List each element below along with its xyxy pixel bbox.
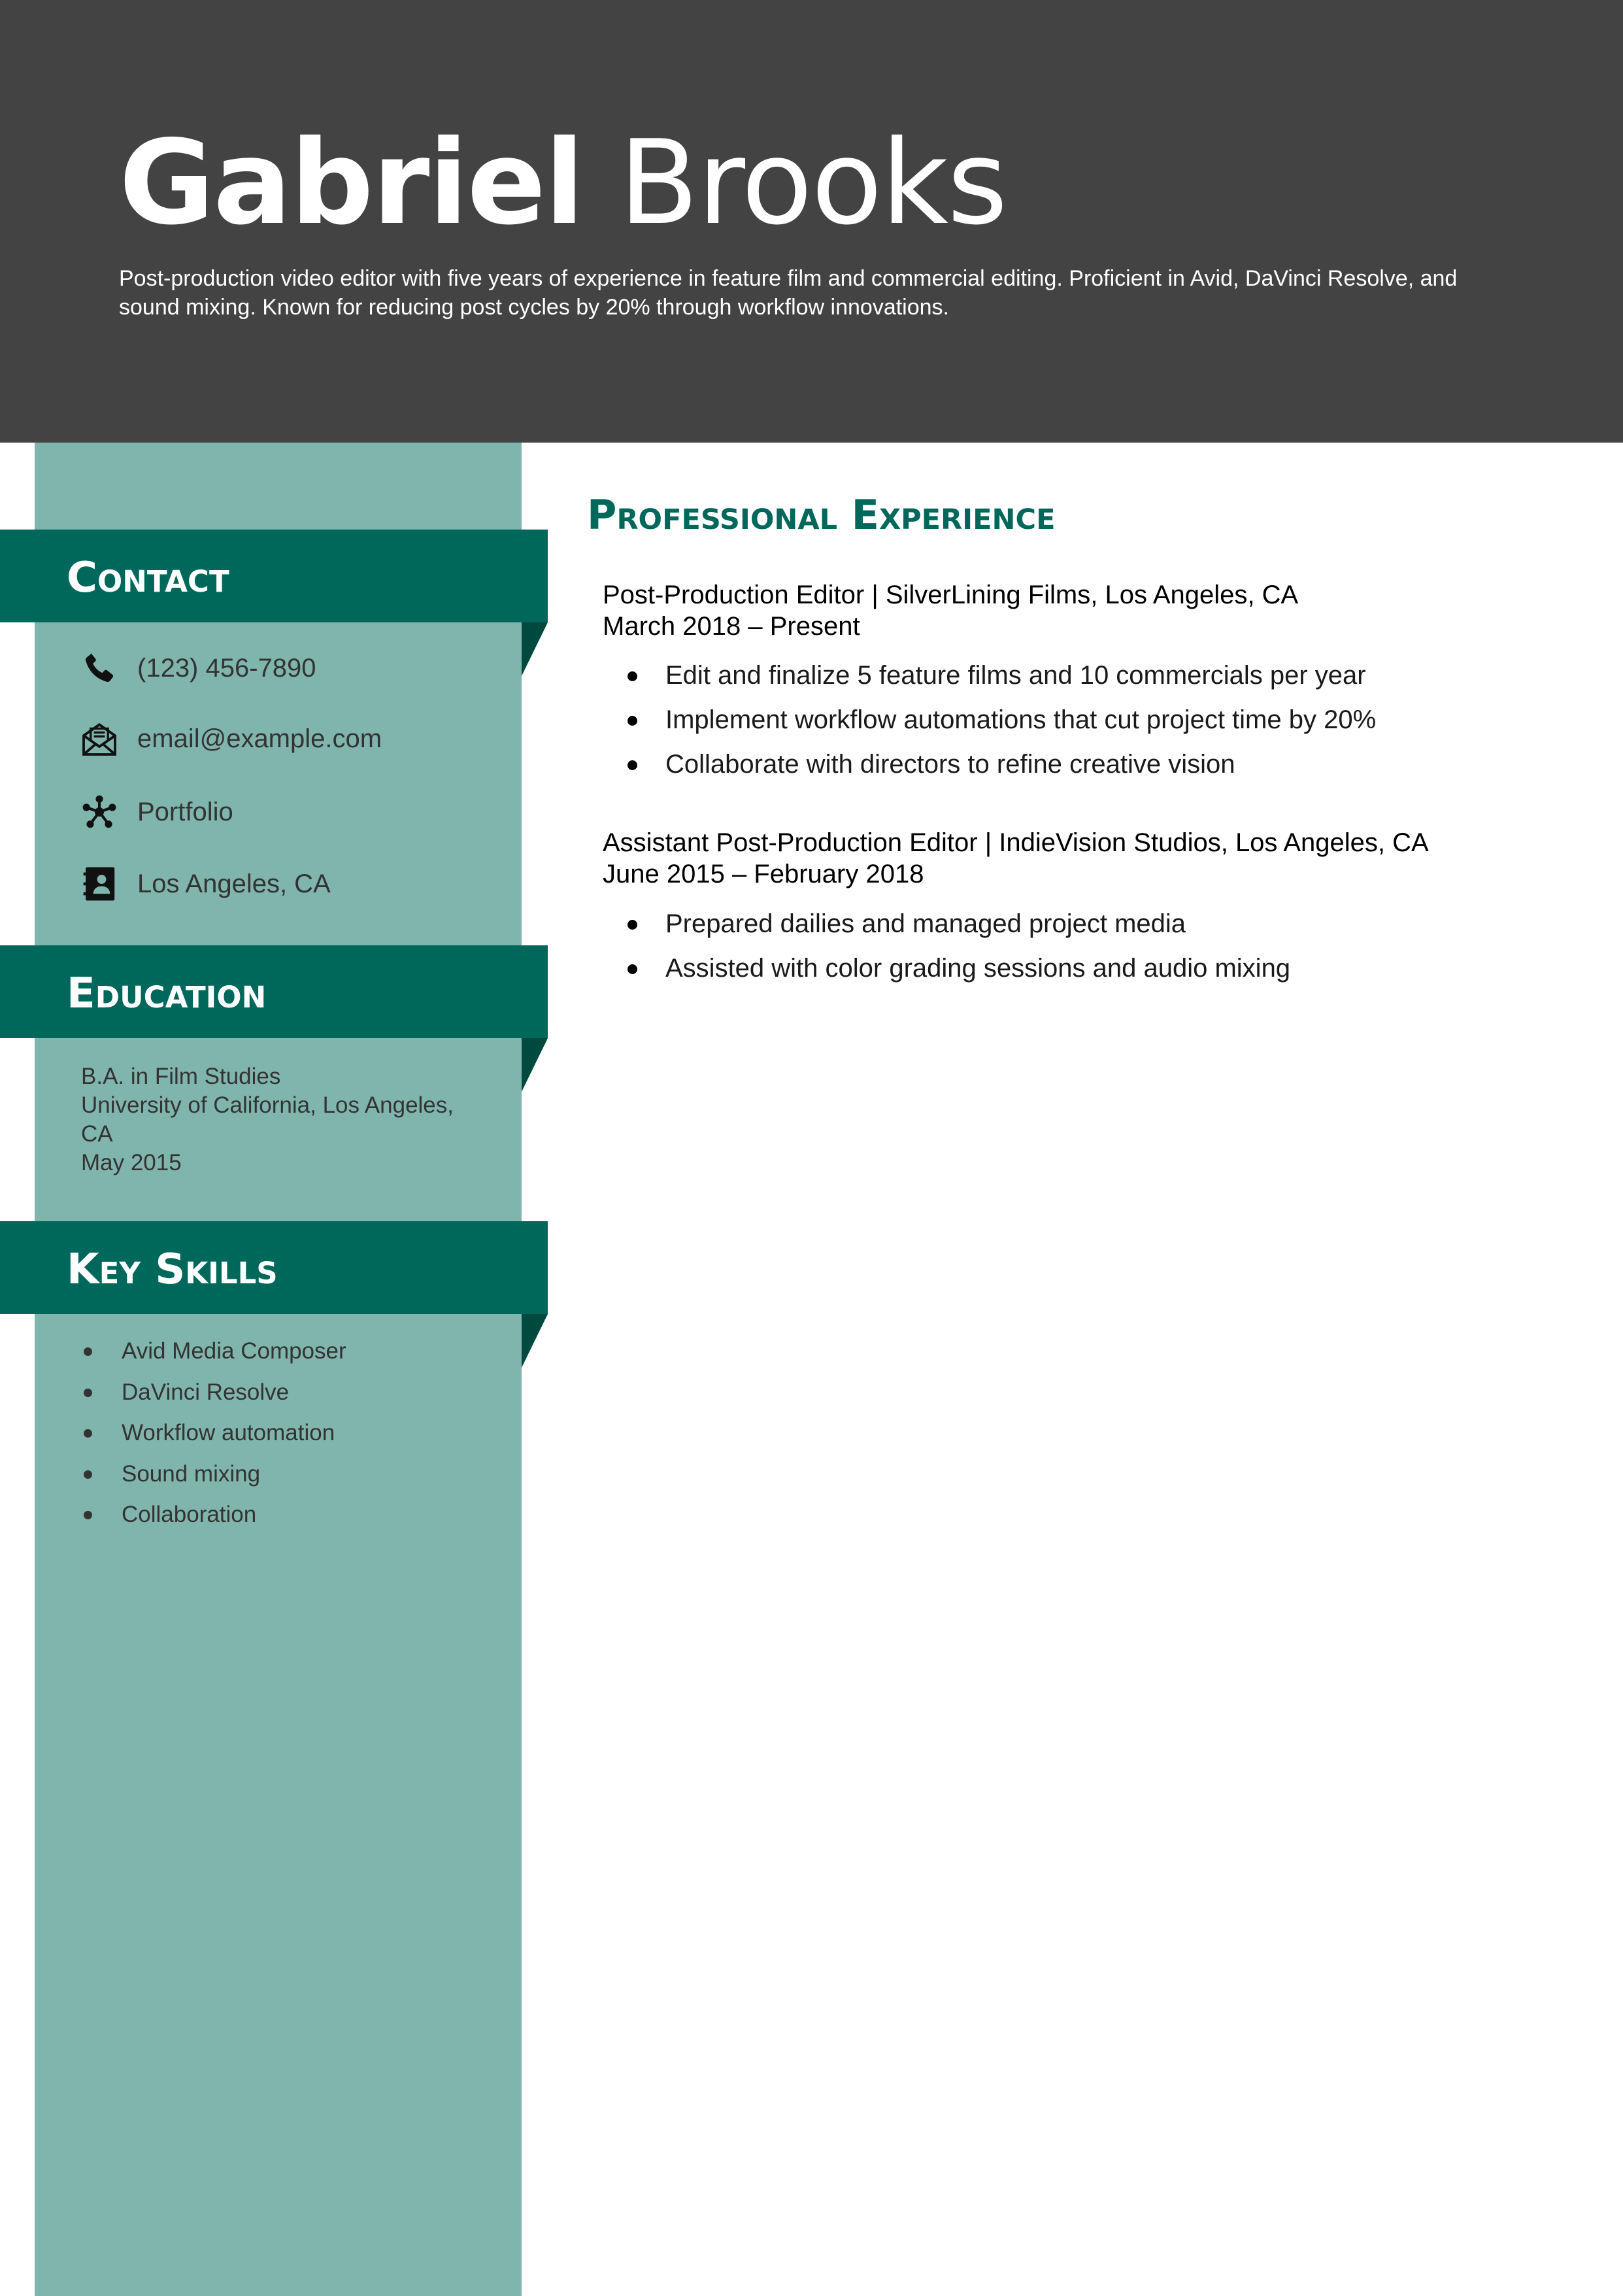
job-bullets xyxy=(627,660,1376,793)
job-bullets xyxy=(627,908,1290,997)
job-role: Post-Production Editor xyxy=(603,581,865,609)
envelope-icon xyxy=(78,718,120,760)
skill-item: Workflow automation xyxy=(81,1419,346,1460)
job-bullet: Implement workflow automations that cut project time by 20% xyxy=(627,704,1376,749)
first-name: Gabriel xyxy=(119,115,584,250)
degree: B.A. in Film Studies xyxy=(81,1064,281,1089)
job-bullet: Assisted with color grading sessions and audio mixing xyxy=(627,953,1290,997)
job-company: IndieVision Studios, Los Angeles, CA xyxy=(999,828,1429,857)
school: University of California, Los Angeles, CA xyxy=(81,1092,454,1147)
skills-heading: Key Skills xyxy=(67,1245,278,1294)
graduation-date: May 2015 xyxy=(81,1150,182,1175)
email-address[interactable]: email@example.com xyxy=(137,724,382,753)
skill-item: Avid Media Composer xyxy=(81,1337,346,1378)
contact-portfolio xyxy=(78,789,233,835)
network-icon xyxy=(78,791,120,833)
job-bullet: Prepared dailies and managed project media xyxy=(627,908,1290,953)
job-dates: June 2015 – February 2018 xyxy=(603,860,924,888)
education-entry xyxy=(81,1062,486,1177)
education-heading-band xyxy=(0,945,548,1038)
skill-item: Sound mixing xyxy=(81,1460,346,1501)
skills-list xyxy=(81,1337,346,1542)
professional-summary: Post-production video editor with five years of experience in feature film and commercial editing. Proficient in Avid, DaVinci Resolve, and sound mixing. Known for reducing post cycles by 20% through workflow innovations. xyxy=(119,266,1458,320)
contact-card-icon xyxy=(78,863,120,905)
contact-heading: Contact xyxy=(67,554,229,602)
candidate-name xyxy=(119,114,1007,252)
location-text: Los Angeles, CA xyxy=(137,869,331,898)
resume-header xyxy=(0,0,1623,443)
phone-number: (123) 456-7890 xyxy=(137,653,316,683)
skills-band-fold xyxy=(522,1314,548,1368)
phone-icon xyxy=(78,647,120,689)
experience-heading: Professional Experience xyxy=(587,491,1056,539)
portfolio-link[interactable]: Portfolio xyxy=(137,797,233,826)
job-bullet: Collaborate with directors to refine creative vision xyxy=(627,749,1376,793)
contact-phone xyxy=(78,645,316,691)
job-bullet: Edit and finalize 5 feature films and 10 commercials per year xyxy=(627,660,1376,704)
job-title-line: Post-Production Editor | SilverLining Films, Los Angeles, CA xyxy=(603,581,1299,609)
skills-heading-band xyxy=(0,1221,548,1314)
contact-location xyxy=(78,861,331,907)
contact-heading-band xyxy=(0,530,548,622)
contact-band-fold xyxy=(522,622,548,676)
skill-item: DaVinci Resolve xyxy=(81,1378,346,1419)
education-band-fold xyxy=(522,1038,548,1092)
last-name: Brooks xyxy=(618,115,1007,250)
job-company: SilverLining Films, Los Angeles, CA xyxy=(885,581,1299,609)
job-title-line: Assistant Post-Production Editor | IndieVision Studios, Los Angeles, CA xyxy=(603,828,1429,857)
job-role: Assistant Post-Production Editor xyxy=(603,828,978,857)
contact-email xyxy=(78,716,382,762)
skill-item: Collaboration xyxy=(81,1500,346,1542)
job-dates: March 2018 – Present xyxy=(603,612,860,641)
education-heading: Education xyxy=(67,970,267,1018)
